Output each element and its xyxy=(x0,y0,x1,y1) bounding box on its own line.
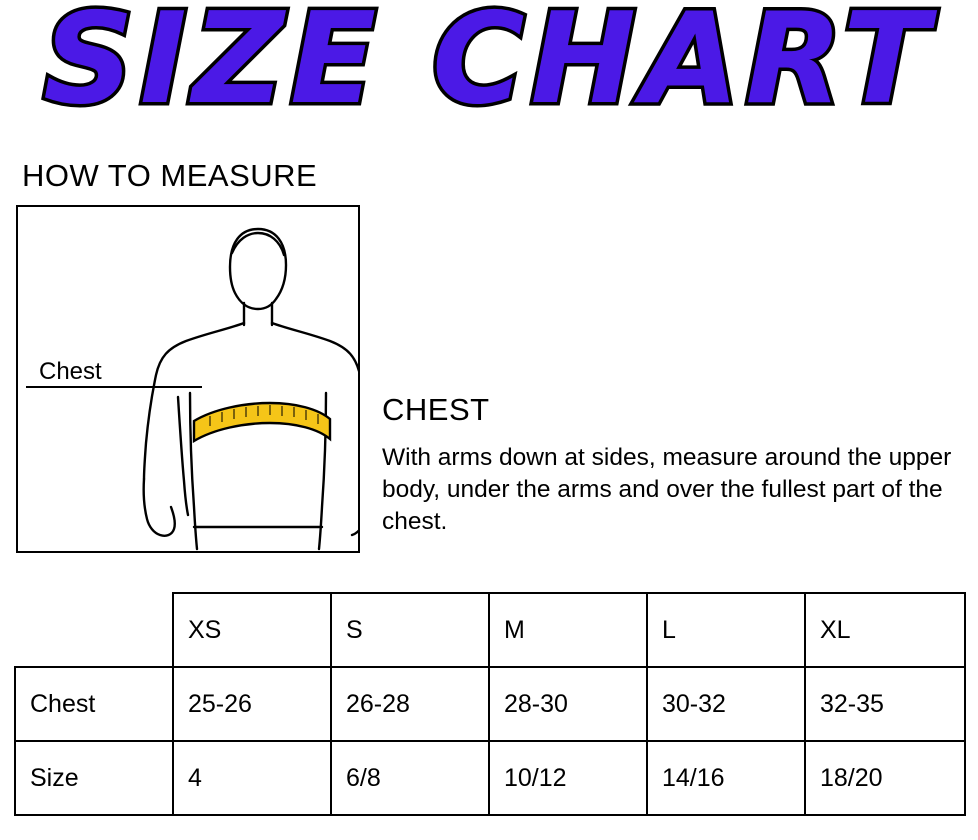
cell-size-m: 10/12 xyxy=(489,741,647,815)
table-corner-cell xyxy=(15,593,173,667)
cell-size-xl: 18/20 xyxy=(805,741,965,815)
table-row xyxy=(15,741,965,815)
table-header-row xyxy=(15,593,965,667)
cell-chest-xs: 25-26 xyxy=(173,667,331,741)
table-header-m: M xyxy=(489,593,647,667)
description-body: With arms down at sides, measure around the upper body, under the arms and over the fullest part of the chest. xyxy=(382,444,952,535)
cell-chest-s: 26-28 xyxy=(331,667,489,741)
chest-leader-line xyxy=(26,386,202,388)
table-row xyxy=(15,667,965,741)
row-label-chest: Chest xyxy=(15,667,173,741)
page-title: SIZE CHART xyxy=(43,0,935,132)
table-header-l: L xyxy=(647,593,805,667)
cell-size-l: 14/16 xyxy=(647,741,805,815)
cell-size-xs: 4 xyxy=(173,741,331,815)
title-banner xyxy=(0,0,978,150)
chest-measure-label: Chest xyxy=(36,358,105,386)
cell-chest-xl: 32-35 xyxy=(805,667,965,741)
size-table-wrapper xyxy=(14,592,964,816)
cell-chest-l: 30-32 xyxy=(647,667,805,741)
how-to-measure-heading: HOW TO MEASURE xyxy=(22,158,318,193)
cell-chest-m: 28-30 xyxy=(489,667,647,741)
tape-measure-icon xyxy=(194,403,330,441)
description-heading: CHEST xyxy=(382,392,490,427)
row-label-size: Size xyxy=(15,741,173,815)
table-header-xl: XL xyxy=(805,593,965,667)
table-header-s: S xyxy=(331,593,489,667)
cell-size-s: 6/8 xyxy=(331,741,489,815)
size-table xyxy=(14,592,966,816)
description-block xyxy=(382,392,970,538)
table-header-xs: XS xyxy=(173,593,331,667)
